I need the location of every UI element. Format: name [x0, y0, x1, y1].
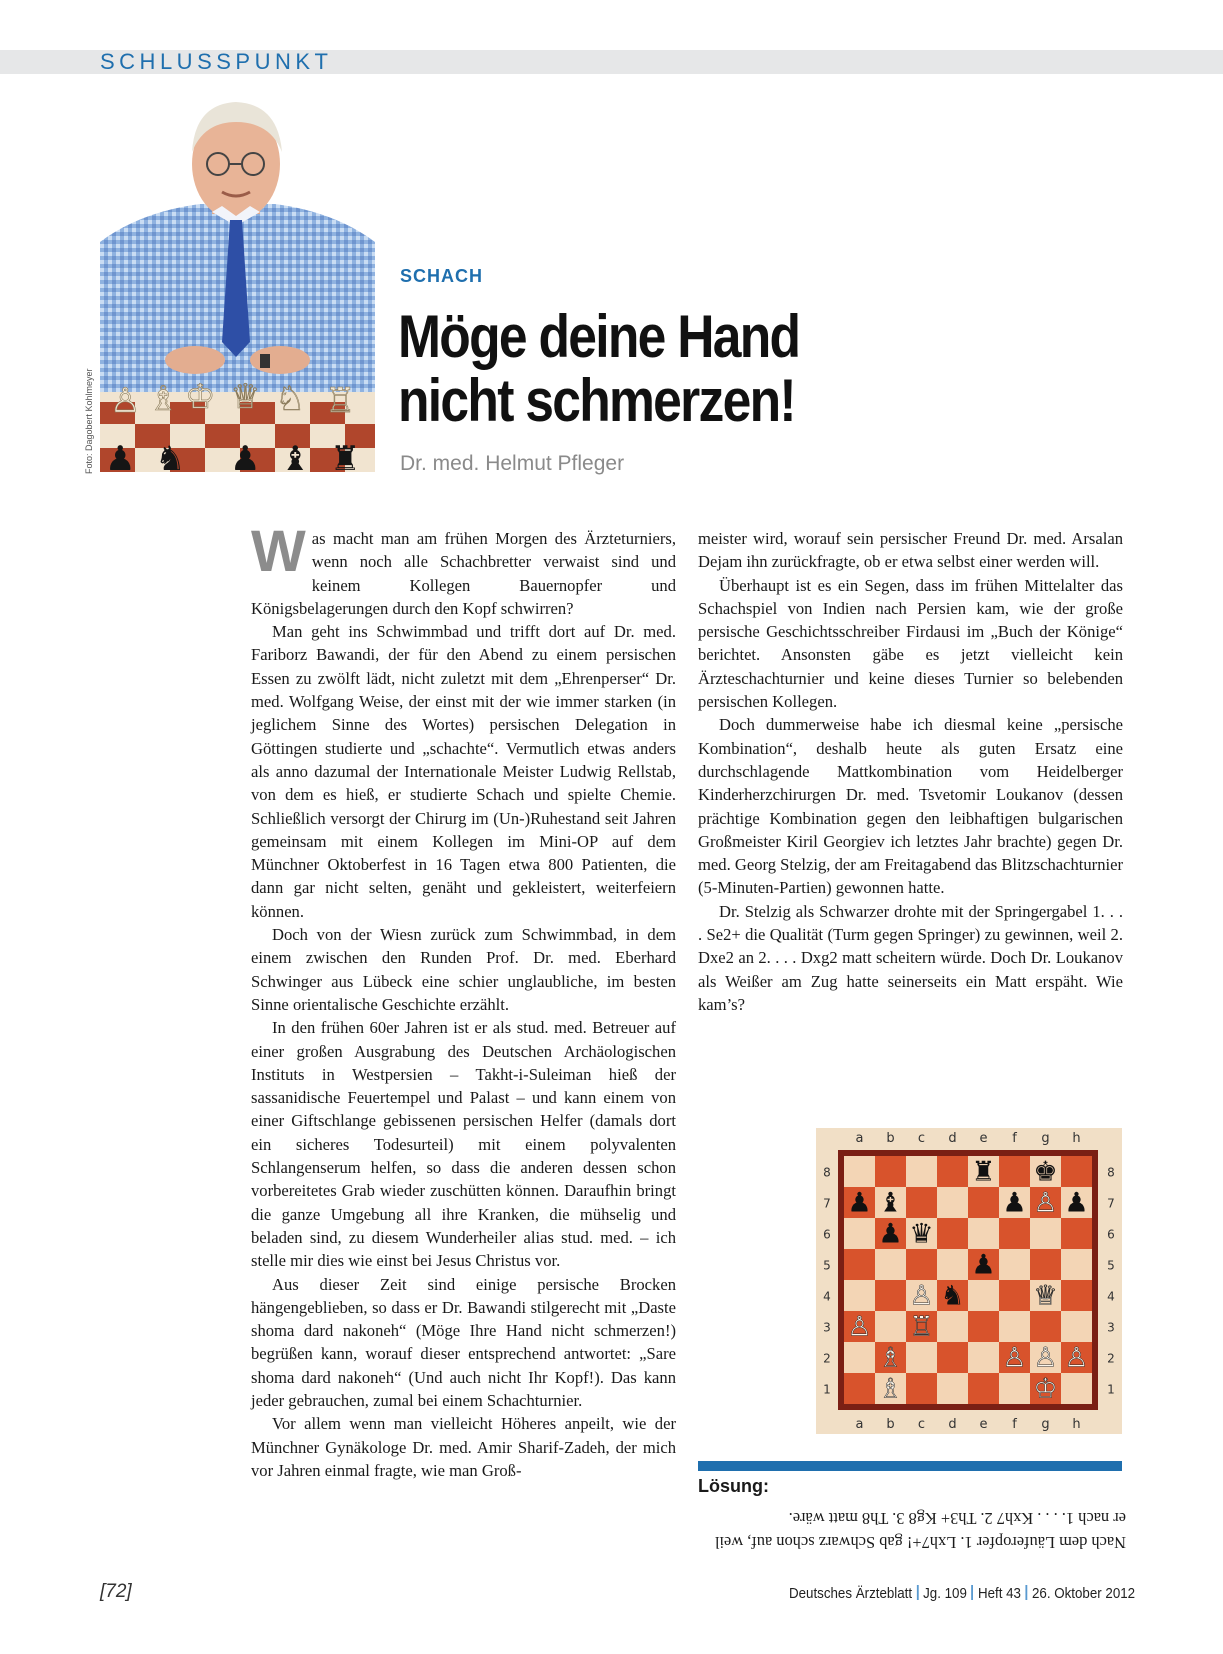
paragraph: Überhaupt ist es ein Segen, dass im frühen Mittelalter das Schachspiel von Indien nach Persien kam, wie der große persische Geschichtsschreiber Firdausi im „Buch der Könige“ berichtet. Ansonsten gäbe es jetzt vielleicht kein Ärzteschachturnier und keine dieses Turnier so belebenden persischen Kollegen.: [698, 575, 1123, 712]
board-square-d6: [937, 1218, 968, 1249]
board-square-f1: [999, 1373, 1030, 1404]
paragraph: Aus dieser Zeit sind einige persische Brocken hängengeblieben, so dass er Dr. Bawandi stilgerecht mit „Daste shoma dard nakoneh“ (Möge Ihre Hand nicht schmerzen!) begrüßen kann, worauf dieser entsprechend antwortet: „Sare shoma dard nakoneh“ (Und auch nicht Ihr Kopf!). Das kann jeder gebrauchen, zumal bei einem Schachturnier.: [251, 1274, 676, 1410]
chess-piece-b7: ♝: [878, 1187, 903, 1219]
board-square-d3: [937, 1311, 968, 1342]
svg-text:♟: ♟: [230, 439, 261, 472]
chess-piece-d4: ♞: [940, 1280, 965, 1312]
rank-label-right: 6: [1107, 1227, 1115, 1242]
journal-issue: Heft 43: [977, 1586, 1021, 1602]
footer-separator: [972, 1585, 974, 1600]
chess-piece-b6: ♟: [878, 1218, 903, 1250]
chess-piece-f7: ♟: [1002, 1187, 1027, 1219]
rank-label-left: 1: [823, 1382, 831, 1397]
rank-label-left: 7: [823, 1196, 831, 1211]
svg-text:♜: ♜: [330, 439, 361, 472]
file-label-bottom: g: [1041, 1417, 1050, 1432]
footer-separator: [1026, 1585, 1028, 1600]
paragraph: meister wird, worauf sein persischer Freund Dr. med. Arsalan Dejam ihn zurückfragte, ob er etwa selbst einer werden will.: [698, 529, 1123, 572]
journal-name: Deutsches Ärzteblatt: [789, 1586, 913, 1602]
svg-text:♕: ♕: [230, 377, 261, 417]
solution-text-upside-down: [706, 1506, 1126, 1554]
board-square-f3: [999, 1311, 1030, 1342]
svg-text:♟: ♟: [105, 439, 136, 472]
paragraph: In den frühen 60er Jahren ist er als stud. med. Betreuer auf einer großen Ausgrabung des Deutschen Archäologischen Instituts in Westpersien – Takht-i-Suleiman hieß der sassanidische Feuertempel und Palast – und kann einem von einer Giftschlange gebissenen persischen Helfer (damals dort ein sicheres Todesurteil) mit einem polyvalenten Schlangenserum helfen, so dass die anderen dessen schon vorbereitetes Grab wieder zuschütten können. Daraufhin bringt die ganze Umgebung all ihre Kranken, die mühselig und beladen sind, zu diesem Wunderheiler alias stud. med. – ich stelle mir dies wie einst bei Jesus Christus vor.: [251, 1018, 676, 1271]
svg-text:♙: ♙: [110, 381, 141, 421]
board-square-a1: [844, 1373, 875, 1404]
board-square-d2: [937, 1342, 968, 1373]
photo-credit: Foto: Dagobert Kohlmeyer: [84, 368, 94, 474]
file-label-bottom: c: [917, 1417, 926, 1432]
file-label-top: d: [948, 1131, 957, 1146]
board-square-h6: [1061, 1218, 1092, 1249]
article-column-right: [698, 527, 1123, 1016]
board-square-h8: [1061, 1156, 1092, 1187]
board-square-h1: [1061, 1373, 1092, 1404]
section-label: SCHLUSSPUNKT: [100, 49, 333, 74]
solution-rule: [698, 1461, 1122, 1471]
chess-piece-g2: ♙: [1033, 1342, 1058, 1374]
board-square-a8: [844, 1156, 875, 1187]
board-square-c7: [906, 1187, 937, 1218]
article-kicker: SCHACH: [400, 266, 484, 286]
chess-diagram: [816, 1128, 1122, 1434]
svg-text:♞: ♞: [155, 439, 186, 472]
chess-piece-c6: ♛: [909, 1218, 934, 1250]
page-number: [72]: [100, 1581, 132, 1602]
board-square-a6: [844, 1218, 875, 1249]
board-square-b3: [875, 1311, 906, 1342]
rank-label-right: 1: [1107, 1382, 1115, 1397]
article-column-left: [251, 519, 676, 1482]
file-label-bottom: d: [948, 1417, 957, 1432]
board-square-c2: [906, 1342, 937, 1373]
rank-label-left: 3: [823, 1320, 831, 1335]
paragraph: Vor allem wenn man vielleicht Höheres anpeilt, wie der Münchner Gynäkologe Dr. med. Amir Sharif-Zadeh, der mich vor Jahren einmal fragte, wie man Groß-: [251, 1414, 676, 1480]
chess-piece-e5: ♟: [971, 1249, 996, 1281]
file-label-bottom: h: [1072, 1417, 1081, 1432]
board-square-a2: [844, 1342, 875, 1373]
svg-text:♖: ♖: [325, 381, 356, 421]
paragraph: Was macht man am frühen Morgen des Ärzteturniers, wenn noch alle Schachbretter verwaist sind und keinem Kollegen Bauernopfer und Königsbelagerungen durch den Kopf schwirren?: [251, 519, 676, 618]
solution-line-2: er nach 1. . . . Kxh7 2. Th3+ Kg8 3. Th8 matt wäre.: [788, 1509, 1126, 1528]
board-square-f5: [999, 1249, 1030, 1280]
board-square-f4: [999, 1280, 1030, 1311]
board-square-b8: [875, 1156, 906, 1187]
file-label-bottom: f: [1012, 1417, 1017, 1432]
file-label-top: c: [917, 1131, 926, 1146]
rank-label-left: 2: [823, 1351, 831, 1366]
rank-label-left: 5: [823, 1258, 831, 1273]
rank-label-right: 2: [1107, 1351, 1115, 1366]
chess-piece-b1: ♗: [878, 1373, 903, 1405]
board-square-c5: [906, 1249, 937, 1280]
board-square-c8: [906, 1156, 937, 1187]
chess-piece-b2: ♗: [878, 1342, 903, 1374]
footer-separator: [917, 1585, 919, 1600]
board-square-g5: [1030, 1249, 1061, 1280]
rank-label-left: 4: [823, 1289, 831, 1304]
board-square-g6: [1030, 1218, 1061, 1249]
board-square-h5: [1061, 1249, 1092, 1280]
chess-piece-g8: ♚: [1033, 1156, 1058, 1188]
chess-piece-f2: ♙: [1002, 1342, 1027, 1374]
footer-journal-info: [789, 1585, 1135, 1602]
svg-text:♗: ♗: [148, 379, 179, 419]
chess-board: [816, 1128, 1122, 1434]
board-square-e2: [968, 1342, 999, 1373]
rank-label-left: 8: [823, 1165, 831, 1180]
headline-line-2: nicht schmerzen!: [398, 367, 795, 434]
chess-piece-c4: ♙: [909, 1280, 934, 1312]
headline-line-1: Möge deine Hand: [398, 303, 800, 370]
board-square-d7: [937, 1187, 968, 1218]
rank-label-right: 5: [1107, 1258, 1115, 1273]
board-square-g3: [1030, 1311, 1061, 1342]
journal-volume: Jg. 109: [923, 1586, 967, 1602]
file-label-bottom: b: [886, 1417, 895, 1432]
board-square-c1: [906, 1373, 937, 1404]
board-square-b4: [875, 1280, 906, 1311]
board-square-f8: [999, 1156, 1030, 1187]
rank-label-right: 8: [1107, 1165, 1115, 1180]
chess-piece-a3: ♙: [847, 1311, 872, 1343]
board-square-d5: [937, 1249, 968, 1280]
solution-label: Lösung:: [698, 1476, 769, 1496]
journal-date: 26. Oktober 2012: [1031, 1586, 1136, 1602]
board-square-e4: [968, 1280, 999, 1311]
svg-text:♔: ♔: [185, 377, 216, 417]
file-label-top: a: [855, 1131, 864, 1146]
board-square-b5: [875, 1249, 906, 1280]
file-label-top: b: [886, 1131, 895, 1146]
file-label-bottom: a: [855, 1417, 864, 1432]
article-author: Dr. med. Helmut Pfleger: [400, 452, 625, 475]
solution-line-1: Nach dem Läuferopfer 1. Lxh7+! gab Schwarz schon auf, weil: [714, 1533, 1126, 1552]
rank-label-left: 6: [823, 1227, 831, 1242]
chess-piece-h2: ♙: [1064, 1342, 1089, 1374]
board-square-h4: [1061, 1280, 1092, 1311]
paragraph: Doch dummerweise habe ich diesmal keine „persische Kombination“, deshalb heute als guten Ersatz eine durchschlagende Mattkombination vom Heidelberger Kinderherzchirurgen Dr. med. Tsvetomir Loukanov (dessen prächtige Kombination gegen den leibhaftigen bulgarischen Großmeister Kiril Georgiev ich letztes Jahr brachte) gegen Dr. med. Georg Stelzig, der am Freitagabend das Blitzschachturnier (5-Minuten-Partien) gewonnen hatte.: [698, 715, 1124, 898]
board-square-d8: [937, 1156, 968, 1187]
board-square-e3: [968, 1311, 999, 1342]
file-label-top: g: [1041, 1131, 1050, 1146]
board-square-d1: [937, 1373, 968, 1404]
board-square-e7: [968, 1187, 999, 1218]
file-label-bottom: e: [979, 1417, 988, 1432]
chess-piece-a7: ♟: [847, 1187, 872, 1219]
drop-cap: W: [251, 519, 306, 584]
board-square-h3: [1061, 1311, 1092, 1342]
svg-text:♝: ♝: [280, 439, 311, 472]
board-square-f6: [999, 1218, 1030, 1249]
file-label-top: h: [1072, 1131, 1081, 1146]
chess-piece-c3: ♖: [909, 1311, 934, 1343]
svg-text:♘: ♘: [275, 379, 306, 419]
board-square-a4: [844, 1280, 875, 1311]
paragraph: Dr. Stelzig als Schwarzer drohte mit der Springergabel 1. . . . Se2+ die Qualität (Turm gegen Springer) zu gewinnen, weil 2. Dxe2 an 2. . . . Dxg2 matt scheitern würde. Doch Dr. Loukanov als Weißer am Zug hatte seinerseits ein Matt erspäht. Wie kam’s?: [698, 901, 1123, 1014]
paragraph: Man geht ins Schwimmbad und trifft dort auf Dr. med. Fariborz Bawandi, der für den Abend zu einem persischen Essen zu zwölft lädt, nicht zuletzt mit dem „Ehrenperser“ Dr. med. Wolfgang Weise, der einst mit der wie immer starken (in jeglichem Sinne des Wortes) persischen Delegation in Göttingen studierte und „schachte“. Vermutlich etwas anders als anno dazumal der Internationale Meister Ludwig Rellstab, von dem es hieß, er studierte Schach und spielte Chemie. Schließlich versorgt der Chirurg im (Un-)Ruhestand seit Jahren gemeinsam mit einem Kollegen im Mini-OP auf dem Münchner Oktoberfest in 16 Tagen etwa 800 Patienten, die dann gar nicht selten, genäht und gekleistert, weiterfeiern können.: [251, 622, 676, 921]
author-photo: [100, 92, 375, 472]
file-label-top: f: [1012, 1131, 1017, 1146]
chess-piece-g7: ♙: [1033, 1187, 1058, 1219]
chess-piece-h7: ♟: [1064, 1187, 1089, 1219]
rank-label-right: 4: [1107, 1289, 1115, 1304]
board-square-e1: [968, 1373, 999, 1404]
file-label-top: e: [979, 1131, 988, 1146]
board-square-e6: [968, 1218, 999, 1249]
rank-label-right: 7: [1107, 1196, 1115, 1211]
chess-piece-g1: ♔: [1033, 1373, 1058, 1405]
chess-piece-g4: ♕: [1033, 1280, 1058, 1312]
rank-label-right: 3: [1107, 1320, 1115, 1335]
chess-piece-e8: ♜: [971, 1156, 996, 1188]
article-headline: [398, 303, 800, 434]
board-square-a5: [844, 1249, 875, 1280]
paragraph: Doch von der Wiesn zurück zum Schwimmbad, in dem einem zwischen den Runden Prof. Dr. med. Eberhard Schwinger aus Lübeck eine schier unglaubliche, im besten Sinne orientalische Geschichte erzählt.: [251, 925, 676, 1014]
